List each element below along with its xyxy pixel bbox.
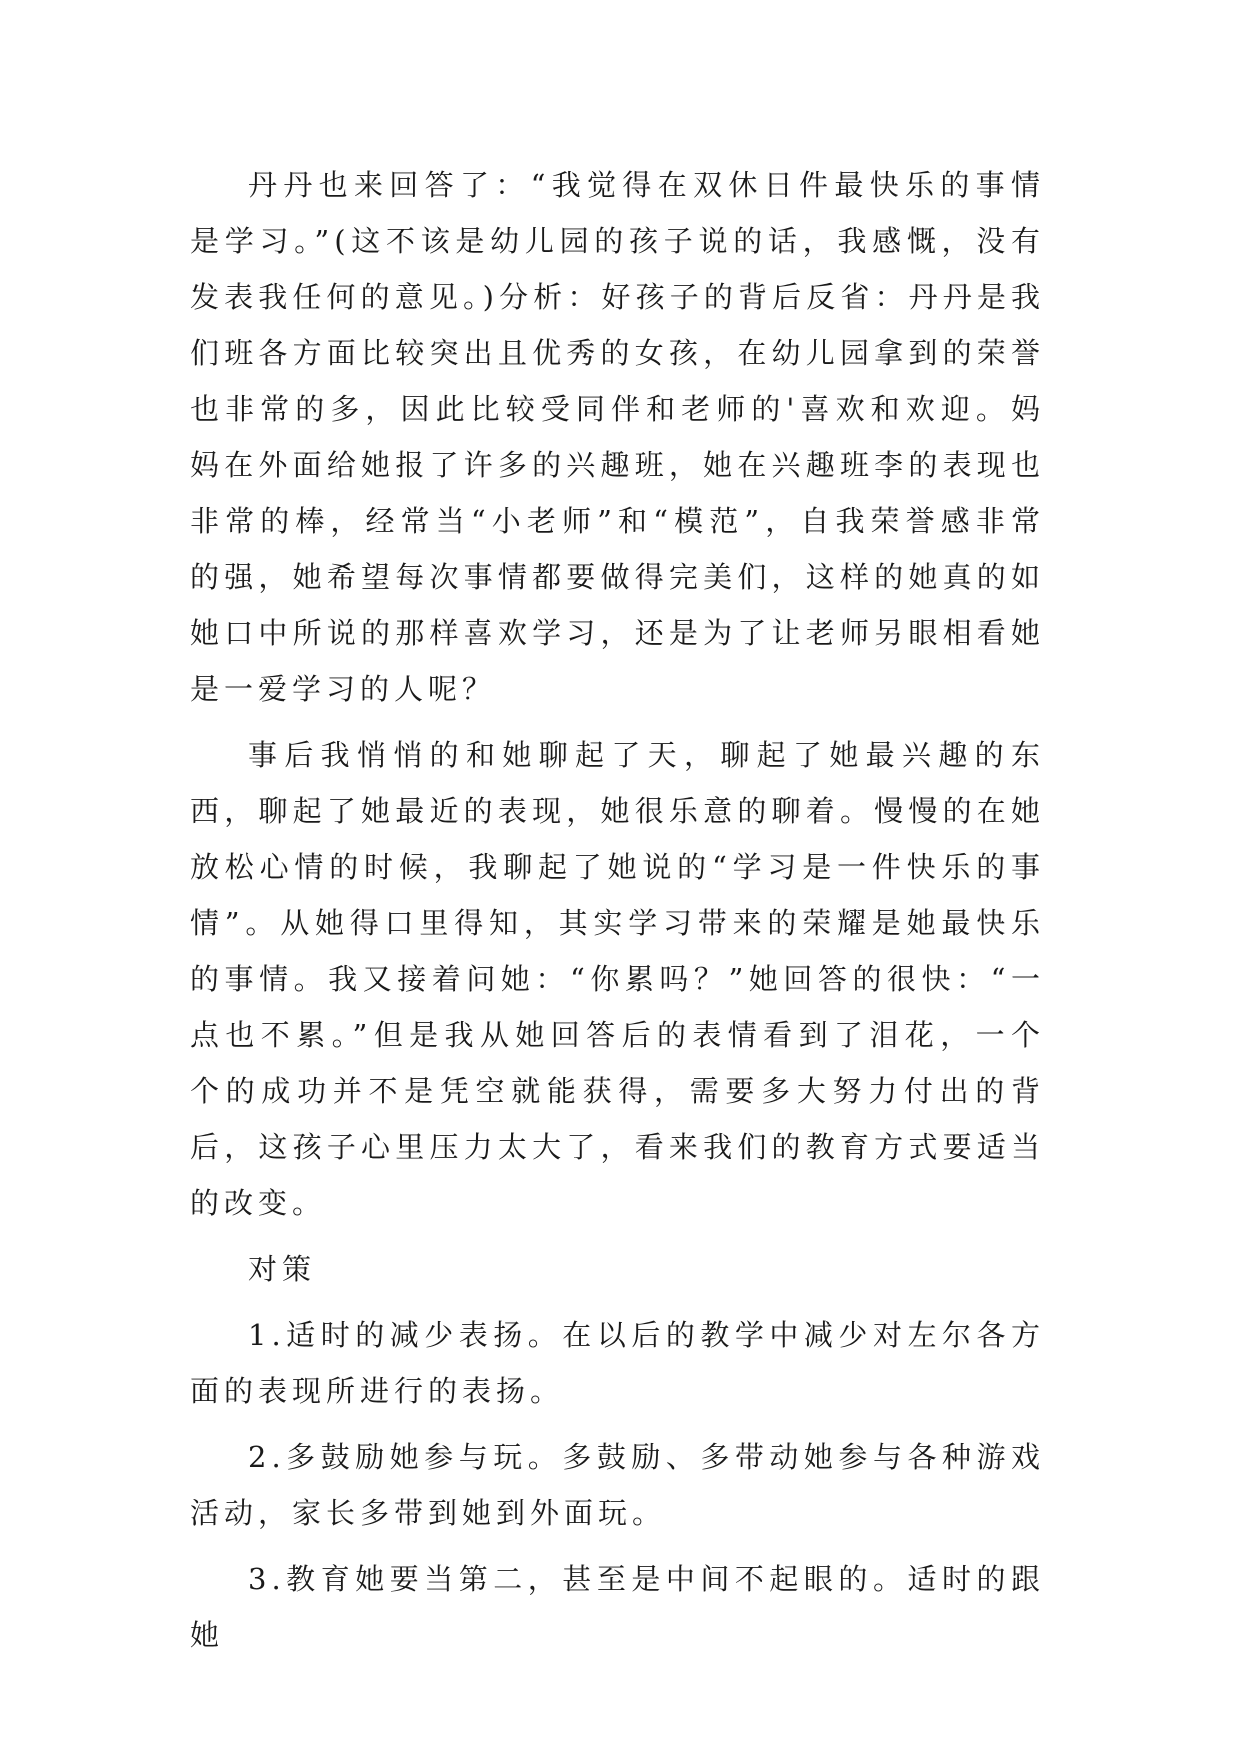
- document-body: [190, 157, 1045, 1663]
- strategy-item-2: 2.多鼓励她参与玩。多鼓励、多带动她参与各种游戏活动，家长多带到她到外面玩。: [190, 1440, 1045, 1530]
- paragraph-dandan-answer: 丹丹也来回答了：“我觉得在双休日件最快乐的事情是学习。”(这不该是幼儿园的孩子说的话，我感慨，没有发表我任何的意见。)分析：好孩子的背后反省：丹丹是我们班各方面比较突出且优秀的女孩，在幼儿园拿到的荣誉也非常的多，因此比较受同伴和老师的'喜欢和欢迎。妈妈在外面给她报了许多的兴趣班，她在兴趣班李的表现也非常的棒，经常当“小老师”和“模范”，自我荣誉感非常的强，她希望每次事情都要做得完美们，这样的她真的如她口中所说的那样喜欢学习，还是为了让老师另眼相看她是一爱学习的人呢？: [190, 168, 1045, 706]
- strategy-item-1: 1.适时的减少表扬。在以后的教学中减少对左尔各方面的表现所进行的表扬。: [190, 1318, 1045, 1408]
- paragraph-chat-afterwards: 事后我悄悄的和她聊起了天，聊起了她最兴趣的东西，聊起了她最近的表现，她很乐意的聊着。慢慢的在她放松心情的时候，我聊起了她说的“学习是一件快乐的事情”。从她得口里得知，其实学习带来的荣耀是她最快乐的事情。我又接着问她：“你累吗？”她回答的很快：“一点也不累。”但是我从她回答后的表情看到了泪花，一个个的成功并不是凭空就能获得，需要多大努力付出的背后，这孩子心里压力太大了，看来我们的教育方式要适当的改变。: [190, 738, 1045, 1220]
- section-heading-strategy: 对策: [248, 1252, 317, 1286]
- strategy-item-3: 3.教育她要当第二，甚至是中间不起眼的。适时的跟她: [190, 1562, 1045, 1652]
